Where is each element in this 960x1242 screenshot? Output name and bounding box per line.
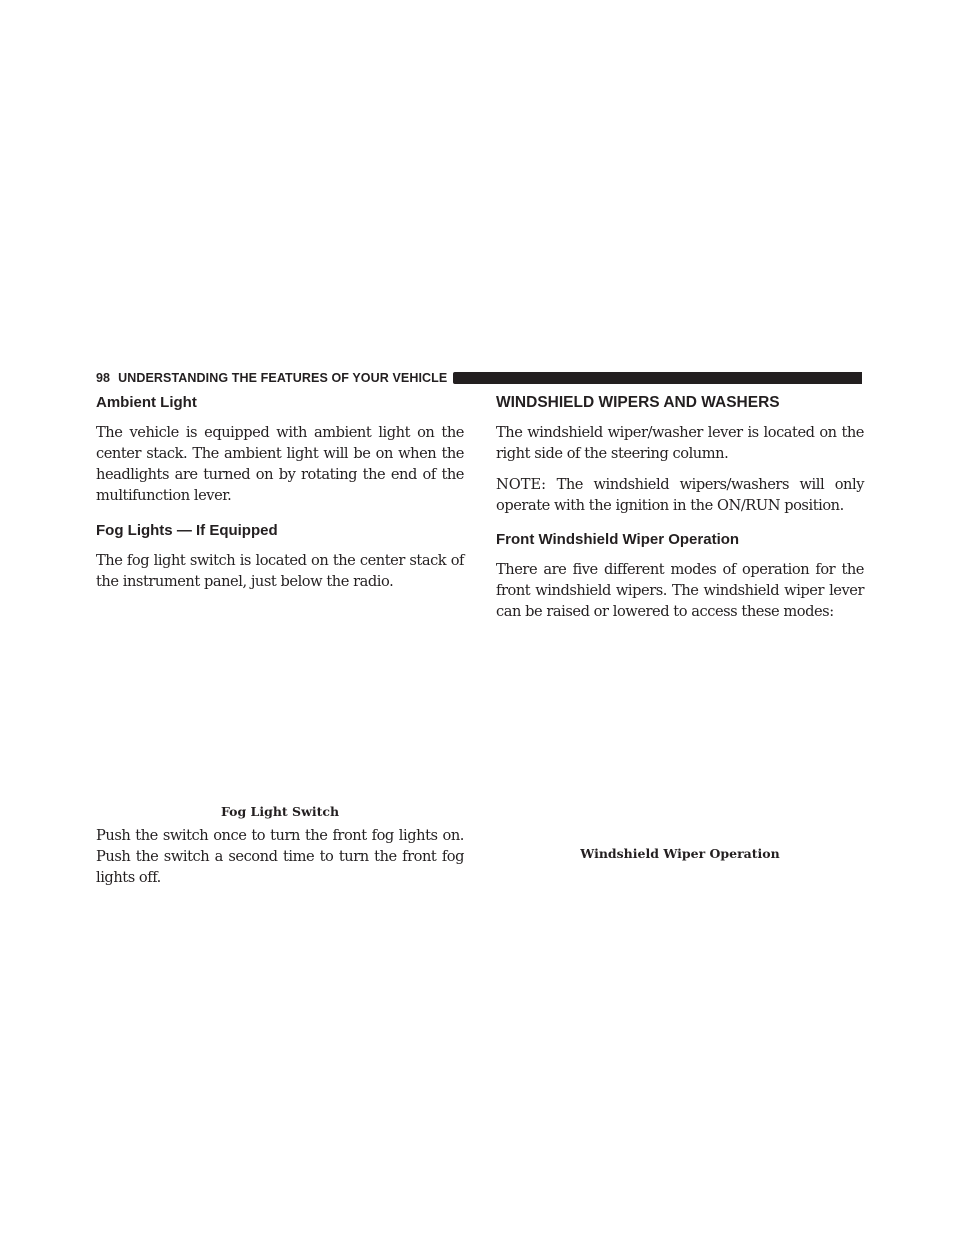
front-wiper-paragraph: There are five different modes of operation for the front windshield wipers. The windshield wiper lever can be raised or lowered to access these modes: bbox=[496, 561, 864, 620]
wipers-section-title: WINDSHIELD WIPERS AND WASHERS bbox=[496, 394, 780, 411]
wiper-location-paragraph: The windshield wiper/washer lever is located on the right side of the steering column. bbox=[496, 424, 864, 462]
fog-lights-operation-paragraph: Push the switch once to turn the front fog lights on. Push the switch a second time to turn the front fog lights off. bbox=[96, 827, 464, 886]
left-column bbox=[96, 392, 464, 888]
note-paragraph bbox=[496, 474, 864, 516]
fog-light-switch-figure bbox=[96, 592, 464, 804]
windshield-wiper-figure bbox=[496, 622, 864, 846]
windshield-wiper-caption: Windshield Wiper Operation bbox=[580, 846, 780, 861]
ambient-light-paragraph: The vehicle is equipped with ambient light on the center stack. The ambient light will be on when the headlights are turned on by rotating the end of the multifunction lever. bbox=[96, 424, 464, 504]
fog-lights-paragraph: The fog light switch is located on the center stack of the instrument panel, just below the radio. bbox=[96, 552, 464, 590]
page-header bbox=[96, 368, 862, 388]
right-column bbox=[496, 392, 864, 861]
fog-lights-heading: Fog Lights — If Equipped bbox=[96, 522, 278, 539]
chapter-title: UNDERSTANDING THE FEATURES OF YOUR VEHICLE bbox=[118, 371, 448, 385]
front-wiper-heading: Front Windshield Wiper Operation bbox=[496, 531, 740, 548]
page-number: 98 bbox=[96, 371, 111, 385]
ambient-light-heading: Ambient Light bbox=[96, 394, 197, 411]
header-rule bbox=[453, 372, 862, 384]
note-text: The windshield wipers/washers will only operate with the ignition in the ON/RUN position. bbox=[496, 476, 864, 514]
note-label: NOTE: bbox=[496, 476, 547, 493]
fog-light-switch-caption: Fog Light Switch bbox=[220, 804, 340, 819]
